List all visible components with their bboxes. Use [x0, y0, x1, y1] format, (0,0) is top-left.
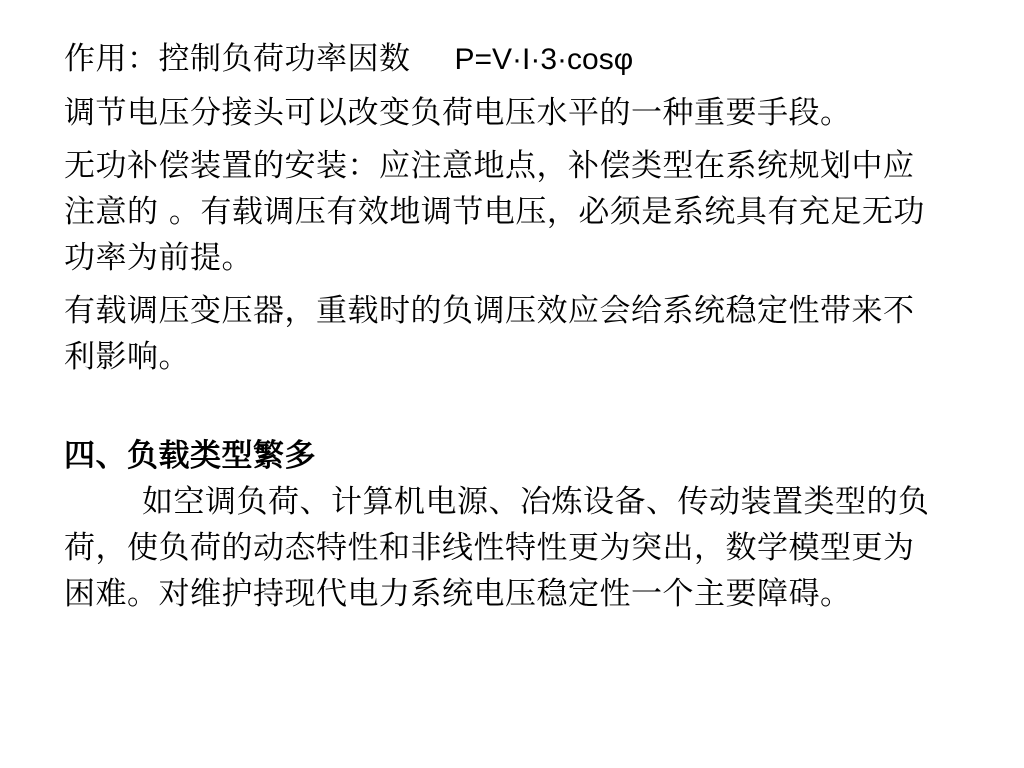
paragraph-oltc-effect: 有载调压变压器，重载时的负调压效应会给系统稳定性带来不利影响。 — [64, 293, 915, 375]
section-heading-load-types: 四、负载类型繁多 — [64, 438, 316, 474]
power-formula: P=V·I·3·cosφ — [454, 43, 634, 76]
power-factor-text: 作用：控制负荷功率因数 — [64, 41, 411, 77]
paragraph-reactive-compensation: 无功补偿装置的安装：应注意地点，补偿类型在系统规划中应注意的 。有载调压有效地调节电压，必须是系统具有充足无功功率为前提。 — [64, 148, 925, 276]
paragraph-tap-changer: 调节电压分接头可以改变负荷电压水平的一种重要手段。 — [64, 95, 852, 131]
paragraph-load-types: 如空调负荷、计算机电源、冶炼设备、传动装置类型的负荷，使负荷的动态特性和非线性特性更为突出，数学模型更为困难。对维护持现代电力系统电压稳定性一个主要障碍。 — [64, 484, 930, 612]
paragraph-power-factor — [64, 36, 944, 83]
section-spacer — [64, 387, 944, 433]
slide-body — [64, 36, 944, 624]
